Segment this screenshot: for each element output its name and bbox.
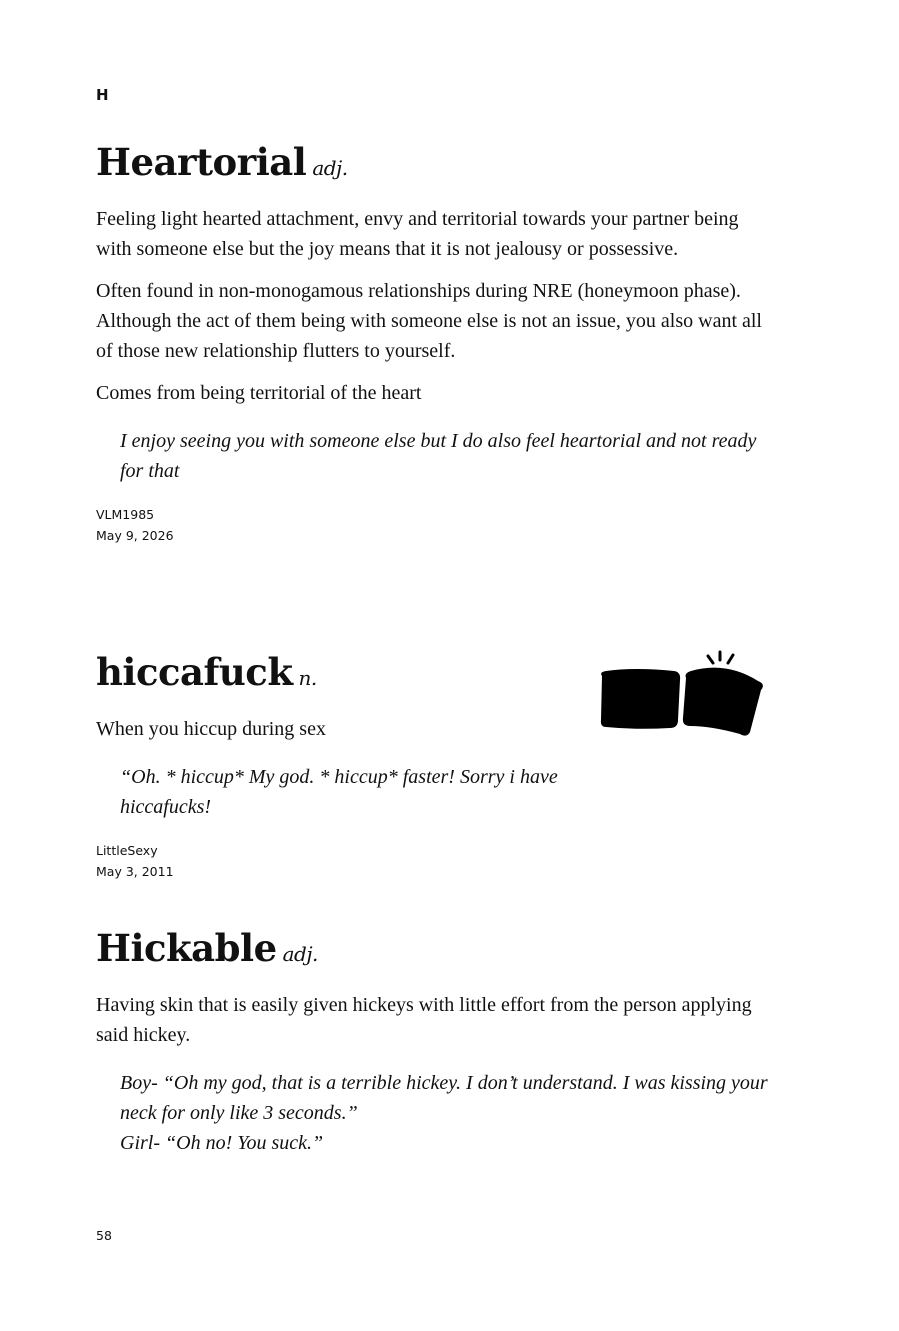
headword xyxy=(96,926,776,976)
date: May 9, 2026 xyxy=(96,528,174,543)
section-letter: H xyxy=(96,86,109,104)
part-of-speech: n. xyxy=(298,666,317,690)
entry-hickable xyxy=(96,926,776,1158)
example-usage xyxy=(96,1068,776,1158)
part-of-speech: adj. xyxy=(282,942,318,966)
part-of-speech: adj. xyxy=(312,156,348,180)
example-usage: I enjoy seeing you with someone else but I do also feel heartorial and not ready for that xyxy=(120,430,757,482)
definition: Feeling light hearted attachment, envy and territorial towards your partner being with someone else but the joy means that it is not jealousy or possessive. xyxy=(96,208,739,260)
definition: Often found in non-monogamous relationships during NRE (honeymoon phase). Although the act of them being with someone else is not an issue, you also want all of those new relationship flutters to yourself. xyxy=(96,280,762,362)
definition: Having skin that is easily given hickeys with little effort from the person applying said hickey. xyxy=(96,994,752,1046)
author: LittleSexy xyxy=(96,843,158,858)
headword-text: Heartorial xyxy=(96,140,307,184)
page-number: 58 xyxy=(96,1228,112,1243)
example-usage: “Oh. * hiccup* My god. * hiccup* faster! Sorry i have hiccafucks! xyxy=(120,766,558,818)
entry-meta xyxy=(96,840,576,882)
headword xyxy=(96,140,776,190)
entry-hiccafuck xyxy=(96,650,576,882)
headword-text: Hickable xyxy=(96,926,277,970)
date: May 3, 2011 xyxy=(96,864,174,879)
example-line: Boy- “Oh my god, that is a terrible hickey. I don’t understand. I was kissing your neck for only like 3 seconds.” xyxy=(120,1072,768,1124)
definition: When you hiccup during sex xyxy=(96,718,326,740)
headword-text: hiccafuck xyxy=(96,650,293,694)
example-line: Girl- “Oh no! You suck.” xyxy=(120,1132,324,1154)
author: VLM1985 xyxy=(96,507,155,522)
definition: Comes from being territorial of the heart xyxy=(96,382,422,404)
headword xyxy=(96,650,576,700)
entry-heartorial xyxy=(96,140,776,546)
pillows-icon xyxy=(596,650,768,740)
entry-meta xyxy=(96,504,776,546)
